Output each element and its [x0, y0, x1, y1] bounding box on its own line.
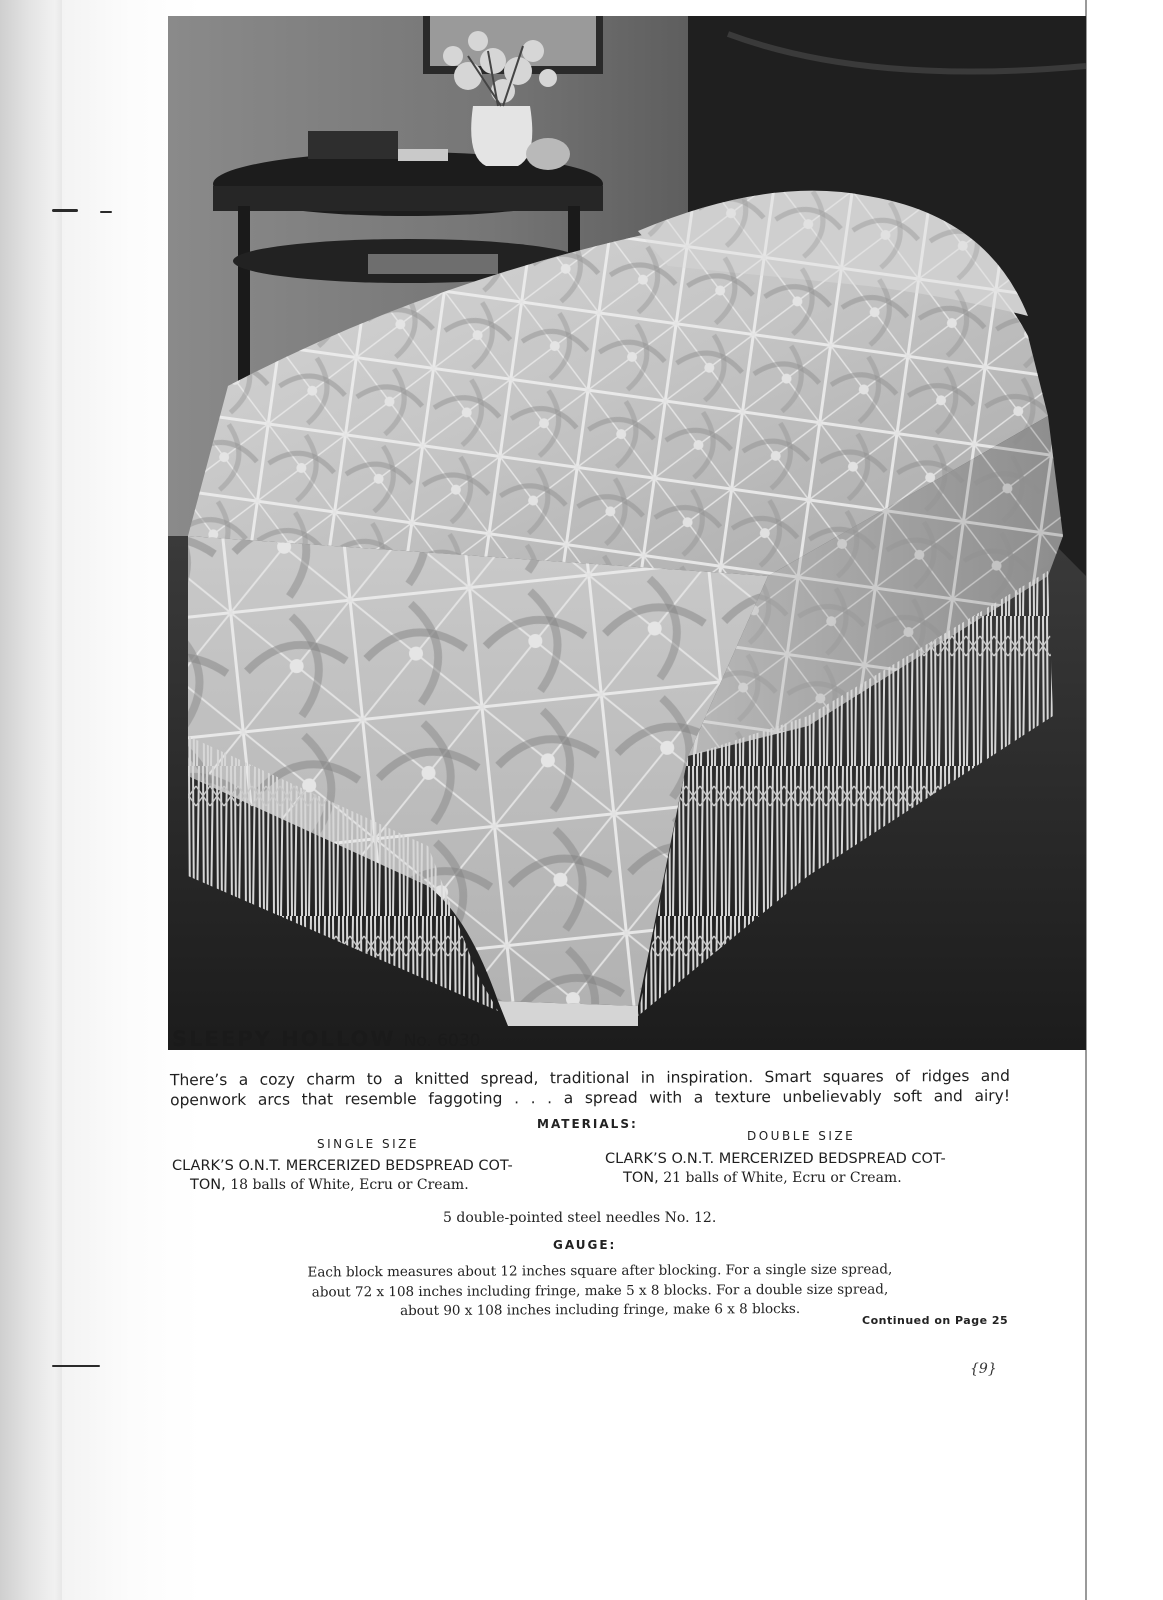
double-size-materials: [605, 1150, 1025, 1188]
gauge-text: [270, 1260, 930, 1322]
staple-mark: [52, 1365, 100, 1367]
needles-line: 5 double-pointed steel needles No. 12.: [443, 1210, 717, 1226]
page-number: {9}: [970, 1361, 997, 1377]
thread-brand: CLARK’S O.N.T. MERCERIZED BEDSPREAD COT-: [172, 1158, 513, 1174]
description-line: openwork arcs that resemble faggoting . . . a spread with a texture unbelievably soft and airy!: [170, 1086, 1011, 1110]
thread-brand-cont: TON,: [623, 1170, 659, 1186]
staple-mark: [52, 209, 78, 212]
thread-quantity: 18 balls of White, Ecru or Cream.: [230, 1177, 469, 1193]
pattern-title: SLEEPY HOLLOW: [172, 1027, 396, 1051]
single-size-materials: [172, 1157, 592, 1195]
single-size-heading: SINGLE SIZE: [317, 1137, 419, 1151]
pattern-title-row: [172, 1027, 480, 1051]
thread-brand: CLARK’S O.N.T. MERCERIZED BEDSPREAD COT-: [605, 1151, 946, 1167]
staple-mark: [100, 211, 112, 213]
double-size-heading: DOUBLE SIZE: [747, 1129, 856, 1143]
thread-brand-cont: TON,: [190, 1177, 226, 1193]
gauge-line: about 72 x 108 inches including fringe, make 5 x 8 blocks. For a double size spread,: [311, 1280, 889, 1301]
scanner-background: [1087, 0, 1163, 1600]
continued-note: Continued on Page 25: [862, 1314, 1009, 1327]
pattern-description: [170, 1066, 1010, 1110]
gauge-line: Each block measures about 12 inches square after blocking. For a single size spread,: [307, 1261, 893, 1281]
gauge-heading: GAUGE:: [553, 1238, 617, 1252]
bedspread-photograph: [168, 16, 1086, 1050]
materials-heading: MATERIALS:: [537, 1117, 638, 1131]
pattern-number: No. 6030: [403, 1031, 481, 1051]
scanner-margin: [0, 0, 62, 1600]
gauge-line: about 90 x 108 inches including fringe, make 6 x 8 blocks.: [400, 1300, 801, 1320]
thread-quantity: 21 balls of White, Ecru or Cream.: [663, 1170, 902, 1186]
description-line: There’s a cozy charm to a knitted spread, traditional in inspiration. Smart squares of ridges and: [169, 1066, 1010, 1090]
